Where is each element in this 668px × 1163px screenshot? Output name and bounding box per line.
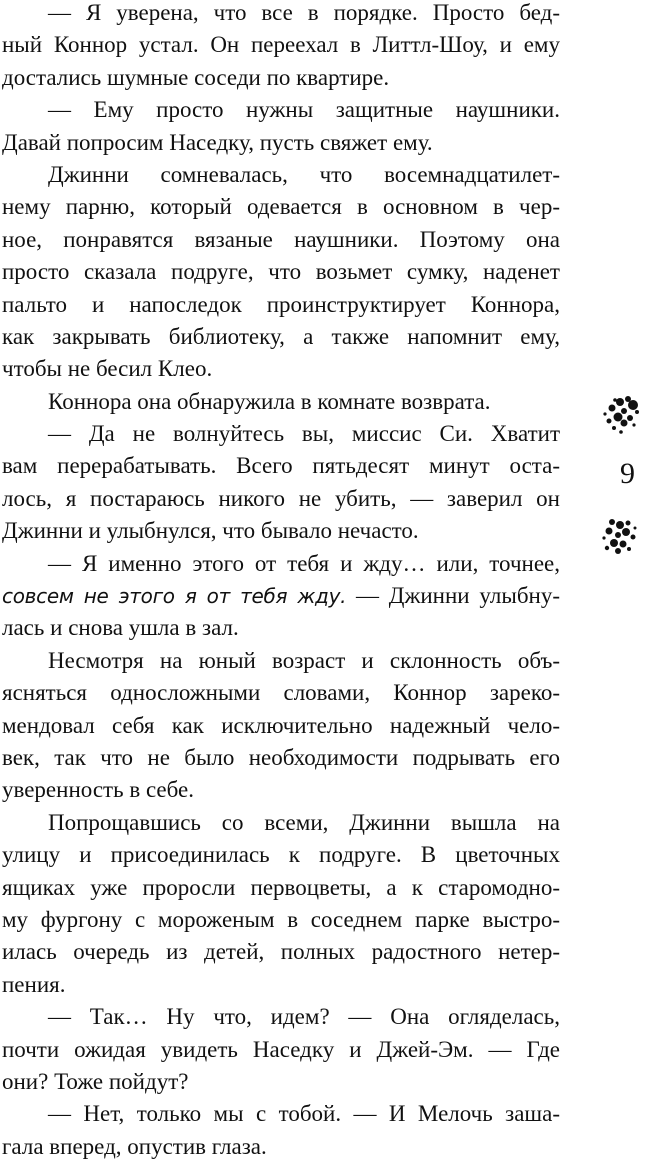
text-line: век, так что не было необходимости подрывать его — [2, 744, 560, 770]
text-line: они? Тоже пойдут? — [2, 1068, 189, 1094]
text-line: Джинни и улыбнулся, что бывало нечасто. — [2, 518, 419, 544]
text-line: Несмотря на юный возраст и склонность объ- — [48, 647, 560, 673]
text-line: — Я уверена, что все в порядке. Просто бед- — [48, 0, 560, 25]
text-line: мендовал себя как исключительно надежный чело- — [2, 712, 560, 738]
text-line: улицу и присоединилась к подруге. В цветочных — [2, 842, 560, 868]
body-text — [2, 0, 560, 1163]
text-line: — Я именно этого от тебя и жду… или, точнее, — [48, 550, 560, 576]
text-line: Джинни сомневалась, что восемнадцатилет- — [48, 161, 560, 187]
text-line: почти ожидая увидеть Наседку и Джей-Эм. — Где — [2, 1036, 560, 1062]
text-line: Коннора она обнаружила в комнате возврата. — [48, 388, 491, 414]
text-fragment: — Джинни улыбну- — [346, 583, 560, 609]
text-line: вам перерабатывать. Всего пятьдесят минут оста- — [2, 453, 560, 479]
text-line: пальто и напоследок проинструктирует Коннора, — [2, 291, 560, 317]
text-line: — Да не волнуйтесь вы, миссис Си. Хватит — [48, 421, 560, 447]
text-line: ный Коннор устал. Он переехал в Литтл-Шоу, и ему — [2, 32, 560, 58]
text-line: Попрощавшись со всеми, Джинни вышла на — [48, 809, 560, 835]
text-line: — Так… Ну что, идем? — Она огляделась, — [48, 1004, 560, 1030]
text-line: — Нет, только мы с тобой. — И Мелочь заша- — [48, 1101, 560, 1127]
text-line: как закрывать библиотеку, а также напомнит ему, — [2, 323, 560, 349]
text-line: просто сказала подруге, что возьмет сумку, наденет — [2, 259, 560, 285]
ink-splatter-icon — [590, 514, 650, 560]
text-line: му фургону с мороженым в соседнем парке выстро- — [2, 906, 560, 932]
text-line: ное, понравятся вязаные наушники. Поэтому она — [2, 226, 560, 252]
text-line: ящиках уже проросли первоцветы, а к старомодно- — [2, 874, 560, 900]
text-line: ясняться односложными словами, Коннор зареко- — [2, 680, 560, 706]
text-line: нему парню, который одевается в основном в чер- — [2, 194, 560, 220]
italic-phrase: совсем не этого я от тебя жду. — [2, 584, 347, 609]
ink-splatter-icon — [590, 392, 650, 438]
text-line: лась и снова ушла в зал. — [2, 615, 239, 641]
text-line: чтобы не бесил Клео. — [2, 356, 213, 382]
text-line: уверенность в себе. — [2, 777, 194, 803]
text-line: — Ему просто нужны защитные наушники. — [48, 97, 560, 123]
text-line: Давай попросим Наседку, пусть свяжет ему. — [2, 129, 433, 155]
text-line: лось, я постараюсь никого не убить, — заверил он — [2, 485, 560, 511]
text-line-with-italic — [2, 580, 560, 612]
text-line: пения. — [2, 971, 66, 997]
text-line: гала вперед, опустив глаза. — [2, 1133, 267, 1159]
page-number: 9 — [620, 457, 635, 490]
text-line: илась очередь из детей, полных радостного нетер- — [2, 939, 560, 965]
text-line: достались шумные соседи по квартире. — [2, 64, 390, 90]
